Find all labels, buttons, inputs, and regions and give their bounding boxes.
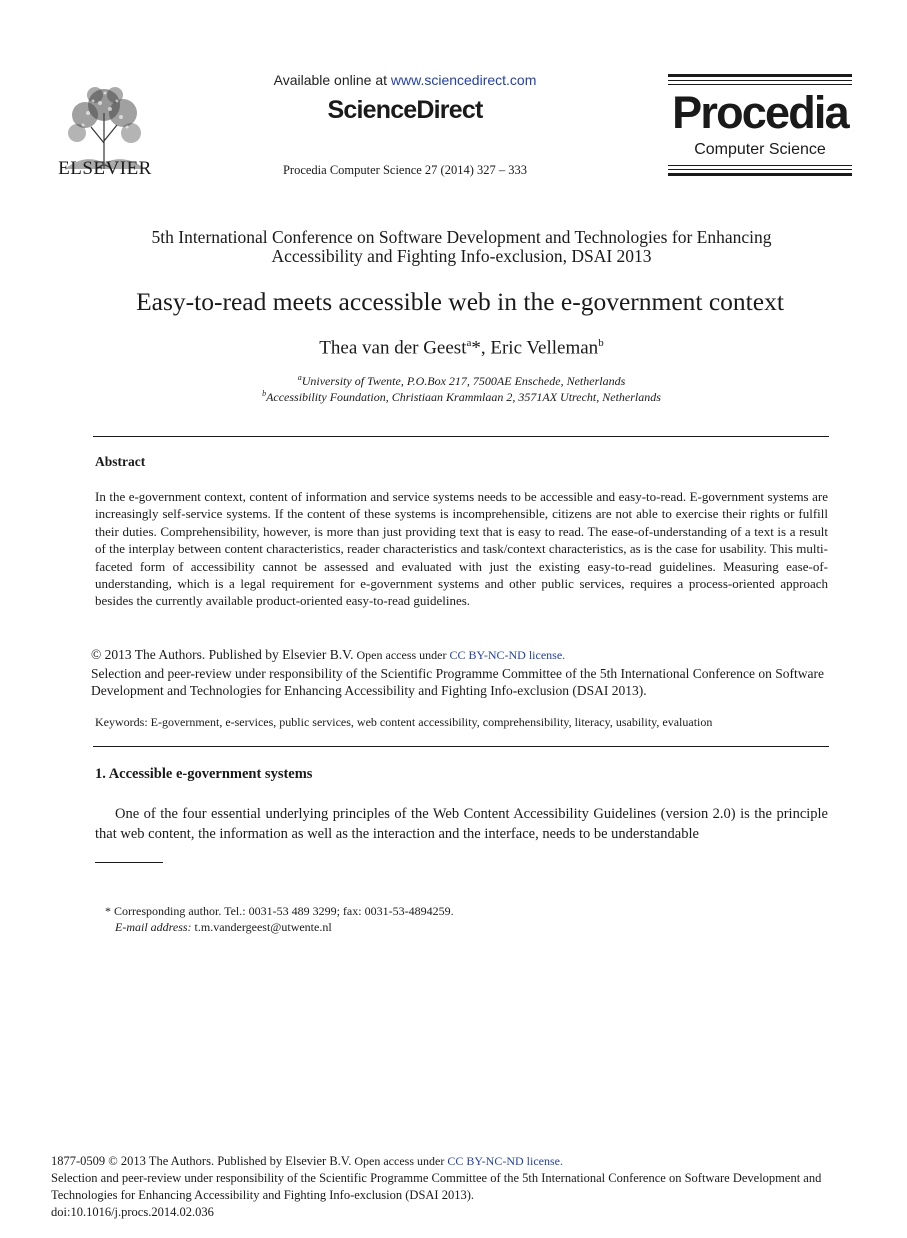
available-online [240,72,570,88]
keywords-list: E-government, e-services, public services, web content accessibility, comprehensibility, literacy, usability, evaluation [147,715,713,729]
email-address[interactable]: t.m.vandergeest@utwente.nl [191,920,332,934]
paper-title: Easy-to-read meets accessible web in the e-government context [136,287,784,316]
journal-brand-sub: Computer Science [694,141,826,158]
affiliation-marker: b [262,389,267,398]
affiliation-marker: a [297,373,302,382]
conference-name [95,228,828,266]
corresponding-star: *, [471,337,491,359]
copyright-notice [91,646,831,700]
journal-brand: Procedia [672,87,848,138]
issn-line: 1877-0509 © 2013 The Authors. Published by Elsevier B.V. [51,1154,352,1168]
divider [93,436,829,437]
page-footer [51,1153,861,1221]
corresponding-author: * Corresponding author. Tel.: 0031-53 489 3299; fax: 0031-53-4894259. [105,904,454,918]
footnote-divider [95,862,163,863]
keywords-label: Keywords: [95,715,148,729]
divider [93,746,829,747]
procedia-brand-logo [668,74,852,176]
license-link[interactable]: CC BY-NC-ND license. [447,1154,563,1168]
affiliation [95,389,828,405]
email-label: E-mail address: [115,920,192,934]
peer-review-statement: Selection and peer-review under responsibility of the Scientific Programme Committee of the 5th International Conference on Software Development and Technologies for Enhancing Accessibility and Fighting Info-exclusion (DSAI 2013). [91,665,825,698]
conference-line-1: 5th International Conference on Software Development and Technologies for Enhancing [151,227,772,247]
section-heading: 1. Accessible e-government systems [95,766,313,782]
doi[interactable]: doi:10.1016/j.procs.2014.02.036 [51,1205,214,1219]
sciencedirect-brand: ScienceDirect [327,96,483,124]
affiliation-text: Accessibility Foundation, Christiaan Krammlaan 2, 3571AX Utrecht, Netherlands [266,390,661,404]
copyright-line: © 2013 The Authors. Published by Elsevier B.V. [91,647,354,662]
open-access-label: Open access under [353,648,450,662]
publisher-name: ELSEVIER [58,158,152,179]
sciencedirect-link[interactable]: www.sciencedirect.com [390,72,537,88]
affiliation-text: University of Twente, P.O.Box 217, 7500AE Enschede, Netherlands [301,374,626,388]
abstract-heading: Abstract [95,454,146,469]
affiliation [95,373,828,389]
available-online-label: Available online at [273,72,391,88]
author-list [95,337,828,359]
license-link[interactable]: CC BY-NC-ND license. [449,648,566,662]
conference-line-2: Accessibility and Fighting Info-exclusion, DSAI 2013 [271,246,652,266]
keywords [95,715,828,730]
affiliation-marker: b [598,337,604,349]
abstract-text: In the e-government context, content of information and service systems needs to be accessible and easy-to-read. E-government systems are increasingly self-service systems. If the content of these systems is incomprehensible, citizens are not able to exercise their rights or fulfill their duties. Comprehensibility, however, is more than just providing text that is easy to read. The ease-of-understanding of a text is a result of the interplay between content characteristics, reader characteristics and task/context characteristics, as is the case for usability. This multi-faceted form of accessibility cannot be assessed and evaluated with just the existing easy-to-read guidelines. Measuring ease-of-understanding, which is a legal requirement for e-government systems and other public services, requires a process-oriented approach besides the currently available product-oriented easy-to-read guidelines. [95,489,828,609]
affiliation-marker: a [466,337,472,349]
open-access-label: Open access under [351,1154,448,1168]
author-name: Thea van der Geest [319,337,467,359]
journal-reference: Procedia Computer Science 27 (2014) 327 – 333 [282,163,528,177]
section-text: One of the four essential underlying principles of the Web Content Accessibility Guidelines (version 2.0) is the principle that web content, the information as well as the interaction and the interface, needs to be understandable [95,806,828,842]
peer-review-statement: Selection and peer-review under responsibility of the Scientific Programme Committee of the 5th International Conference on Software Development and Technologies for Enhancing Accessibility and Fighting Info-exclusion (DSAI 2013). [51,1171,822,1202]
footnote [105,903,805,935]
author-name: Eric Velleman [490,337,599,359]
